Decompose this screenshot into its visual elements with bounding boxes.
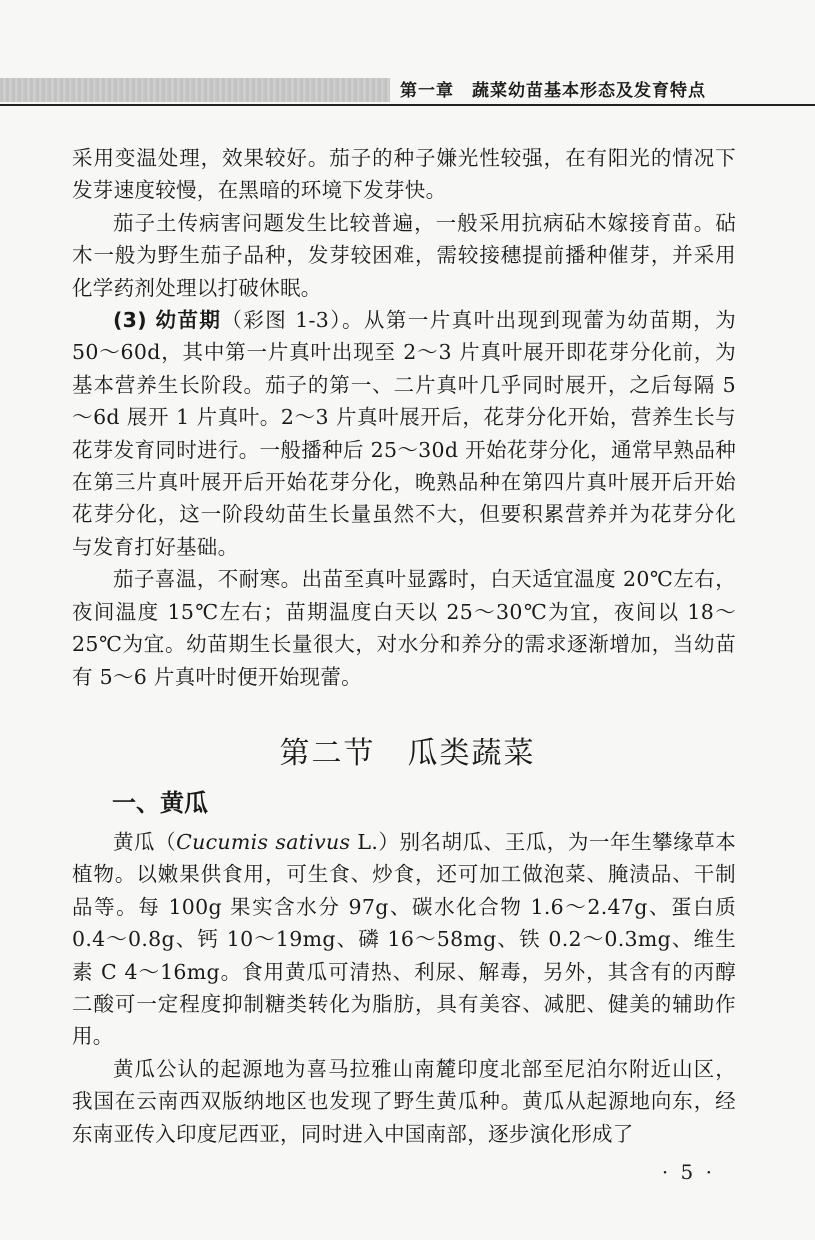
text-block-eggplant bbox=[72, 142, 736, 693]
paragraph-cucumber-intro bbox=[72, 826, 736, 1053]
running-header-chapter-title: 第一章 蔬菜幼苗基本形态及发育特点 bbox=[400, 81, 706, 101]
paragraph-seedling-stage bbox=[72, 304, 736, 563]
header-rule bbox=[0, 104, 815, 106]
cucumber-intro-rest: L.）别名胡瓜、王瓜，为一年生攀缘草本植物。以嫩果供食用，可生食、炒食，还可加工做泡菜、腌渍品、干制品等。每 100g 果实含水分 97g、碳水化合物 1.6～2.47g、蛋白质 0.4～0.8g、钙 10～19mg、磷 16～58mg、铁 0.2～0.3mg、维生素 C 4～16mg。食用黄瓜可清热、利尿、解毒，另外，其含有的丙醇二酸可一定程度抑制糖类转化为脂肪，具有美容、减肥、健美的辅助作用。 bbox=[72, 830, 736, 1049]
paragraph-temperature: 茄子喜温，不耐寒。出苗至真叶显露时，白天适宜温度 20℃左右，夜间温度 15℃左右；苗期温度白天以 25～30℃为宜，夜间以 18～25℃为宜。幼苗期生长量很大，对水分和养分的需求逐渐增加，当幼苗有 5～6 片真叶时便开始现蕾。 bbox=[72, 567, 736, 689]
cucumber-latin-name: Cucumis sativus bbox=[176, 830, 351, 854]
paragraph-grafting: 茄子土传病害问题发生比较普遍，一般采用抗病砧木嫁接育苗。砧木一般为野生茄子品种，发芽较困难，需较接穗提前播种催芽，并采用化学药剂处理以打破休眠。 bbox=[72, 210, 736, 300]
paragraph-cucumber-origin: 黄瓜公认的起源地为喜马拉雅山南麓印度北部至尼泊尔附近山区，我国在云南西双版纳地区也发现了野生黄瓜种。黄瓜从起源地向东，经东南亚传入印度尼西亚，同时进入中国南部，逐步演化形成了 bbox=[72, 1056, 736, 1146]
cucumber-intro-start: 黄瓜（ bbox=[113, 830, 177, 854]
header-decorative-band bbox=[0, 78, 390, 102]
section-title: 第二节 瓜类蔬菜 bbox=[279, 736, 536, 771]
seedling-stage-body: （彩图 1-3）。从第一片真叶出现到现蕾为幼苗期，为 50～60d，其中第一片真叶出现至 2～3 片真叶展开即花芽分化前，为基本营养生长阶段。茄子的第一、二片真叶几乎同时展开，之后每隔 5～6d 展开 1 片真叶。2～3 片真叶展开后，花芽分化开始，营养生长与花芽发育同时进行。一般播种后 25～30d 开始花芽分化，通常早熟品种在第三片真叶展开后开始花芽分化，晚熟品种在第四片真叶展开后开始花芽分化，这一阶段幼苗生长量虽然不大，但要积累营养并为花芽分化与发育打好基础。 bbox=[72, 308, 736, 559]
paragraph-germination: 采用变温处理，效果较好。茄子的种子嫌光性较强，在有阳光的情况下发芽速度较慢，在黑暗的环境下发芽快。 bbox=[72, 146, 736, 203]
subsection-title: 一、黄瓜 bbox=[112, 789, 208, 817]
page-number: · 5 · bbox=[661, 1160, 715, 1184]
seedling-stage-lead: (3) 幼苗期 bbox=[113, 308, 222, 333]
text-block-cucumber bbox=[72, 826, 736, 1150]
